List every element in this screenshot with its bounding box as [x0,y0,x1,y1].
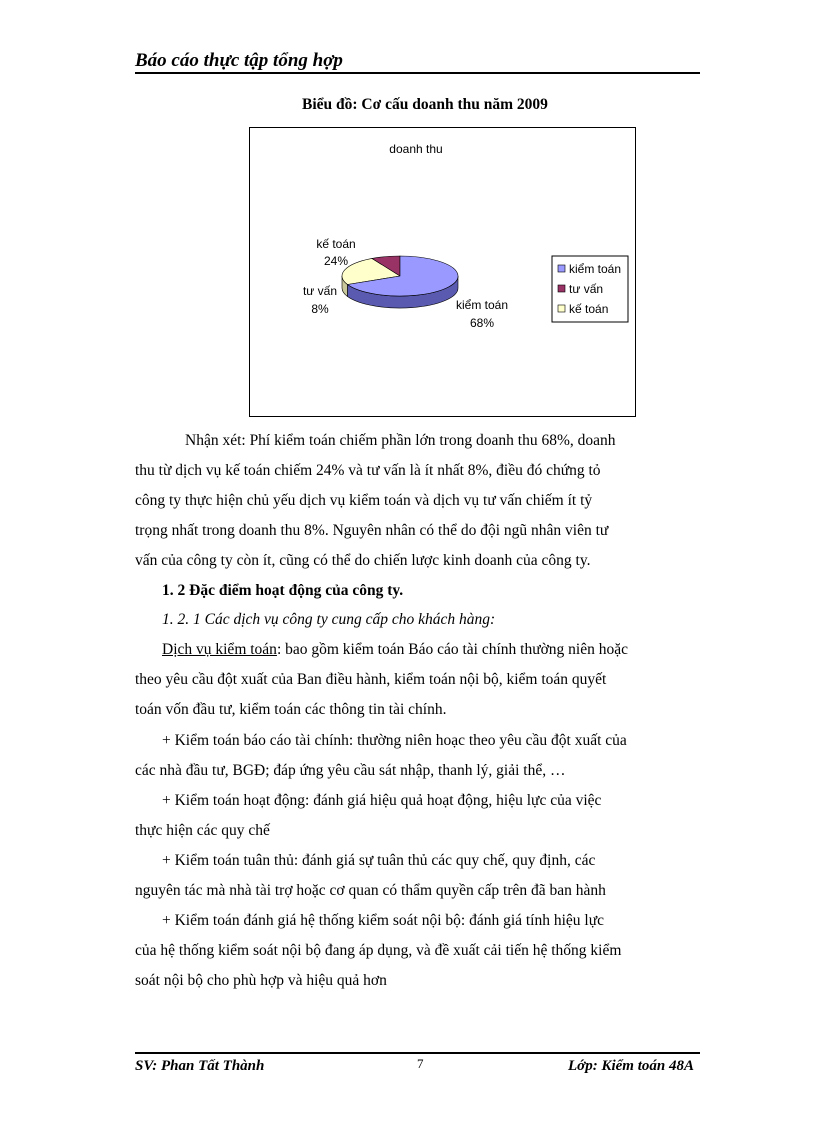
bullet-line: soát nội bộ cho phù hợp và hiệu quả hơn [135,972,387,989]
label-ke-toan-value: 24% [323,254,349,268]
paragraph-line: trọng nhất trong doanh thu 8%. Nguyên nhân có thể do đội ngũ nhân viên tư [135,522,609,539]
service-line: toán vốn đầu tư, kiểm toán các thông tin tài chính. [135,701,447,718]
pie-group [342,256,458,308]
header-title: Báo cáo thực tập tổng hợp [135,50,343,71]
legend-label-tu-van: tư vấn [569,282,604,296]
service-line: theo yêu cầu đột xuất của Ban điều hành, kiểm toán nội bộ, kiểm toán quyết [135,671,607,688]
label-ke-toan-name: kế toán [316,237,356,251]
paragraph-line: vấn của công ty còn ít, cũng có thể do chiến lược kinh doanh của công ty. [135,552,591,569]
page-header [135,50,700,74]
paragraph-line: thu từ dịch vụ kế toán chiếm 24% và tư vấn là ít nhất 8%, điều đó chứng tỏ [135,462,601,479]
service-line [162,641,700,659]
page-footer [135,1052,700,1078]
bullet-line: + Kiểm toán báo cáo tài chính: thường niên hoạc theo yêu cầu đột xuất của [162,732,627,749]
legend-swatch-tu-van [558,285,565,292]
bullet-line: các nhà đầu tư, BGĐ; đáp ứng yêu cầu sát nhập, thanh lý, giải thể, … [135,762,566,779]
legend-swatch-kiem-toan [558,265,565,272]
pie-chart [249,127,636,417]
bullet-line: nguyên tác mà nhà tài trợ hoặc cơ quan có thẩm quyền cấp trên đã ban hành [135,882,606,899]
pie-chart-svg [250,128,635,416]
chart-legend [552,256,628,322]
label-kiem-toan-name: kiểm toán [455,298,509,312]
chart-title: doanh thu [389,142,443,156]
footer-student: SV: Phan Tất Thành [135,1058,265,1074]
subsection-heading: 1. 2. 1 Các dịch vụ công ty cung cấp cho khách hàng: [162,611,496,628]
label-kiem-toan-value: 68% [469,316,495,330]
legend-label-kiem-toan: kiểm toán [569,262,622,276]
footer-class: Lớp: Kiểm toán 48A [568,1058,694,1074]
bullet-line: + Kiểm toán đánh giá hệ thống kiểm soát nội bộ: đánh giá tính hiệu lực [162,912,605,929]
label-tu-van-name: tư vấn [302,284,338,298]
legend-swatch-ke-toan [558,305,565,312]
bullet-line: + Kiểm toán hoạt động: đánh giá hiệu quả hoạt động, hiệu lực của việc [162,792,602,809]
bullet-line: + Kiểm toán tuân thủ: đánh giá sự tuân thủ các quy chế, quy định, các [162,852,596,869]
bullet-line: thực hiện các quy chế [135,822,270,839]
bullet-line: của hệ thống kiểm soát nội bộ đang áp dụng, và đề xuất cải tiến hệ thống kiểm [135,942,622,959]
paragraph-line: công ty thực hiện chủ yếu dịch vụ kiểm toán và dịch vụ tư vấn chiếm ít tỷ [135,492,593,509]
paragraph-line: Nhận xét: Phí kiểm toán chiếm phần lớn trong doanh thu 68%, doanh [185,432,616,449]
service-text: : bao gồm kiểm toán Báo cáo tài chính thường niên hoặc [276,641,628,658]
section-heading: 1. 2 Đặc điểm hoạt động của công ty. [162,582,404,599]
page-number: 7 [417,1056,424,1071]
label-tu-van-value: 8% [311,302,329,316]
service-label: Dịch vụ kiểm toán [162,641,277,658]
chart-caption: Biểu đồ: Cơ cấu doanh thu năm 2009 [302,96,548,113]
legend-label-ke-toan: kế toán [569,302,609,316]
